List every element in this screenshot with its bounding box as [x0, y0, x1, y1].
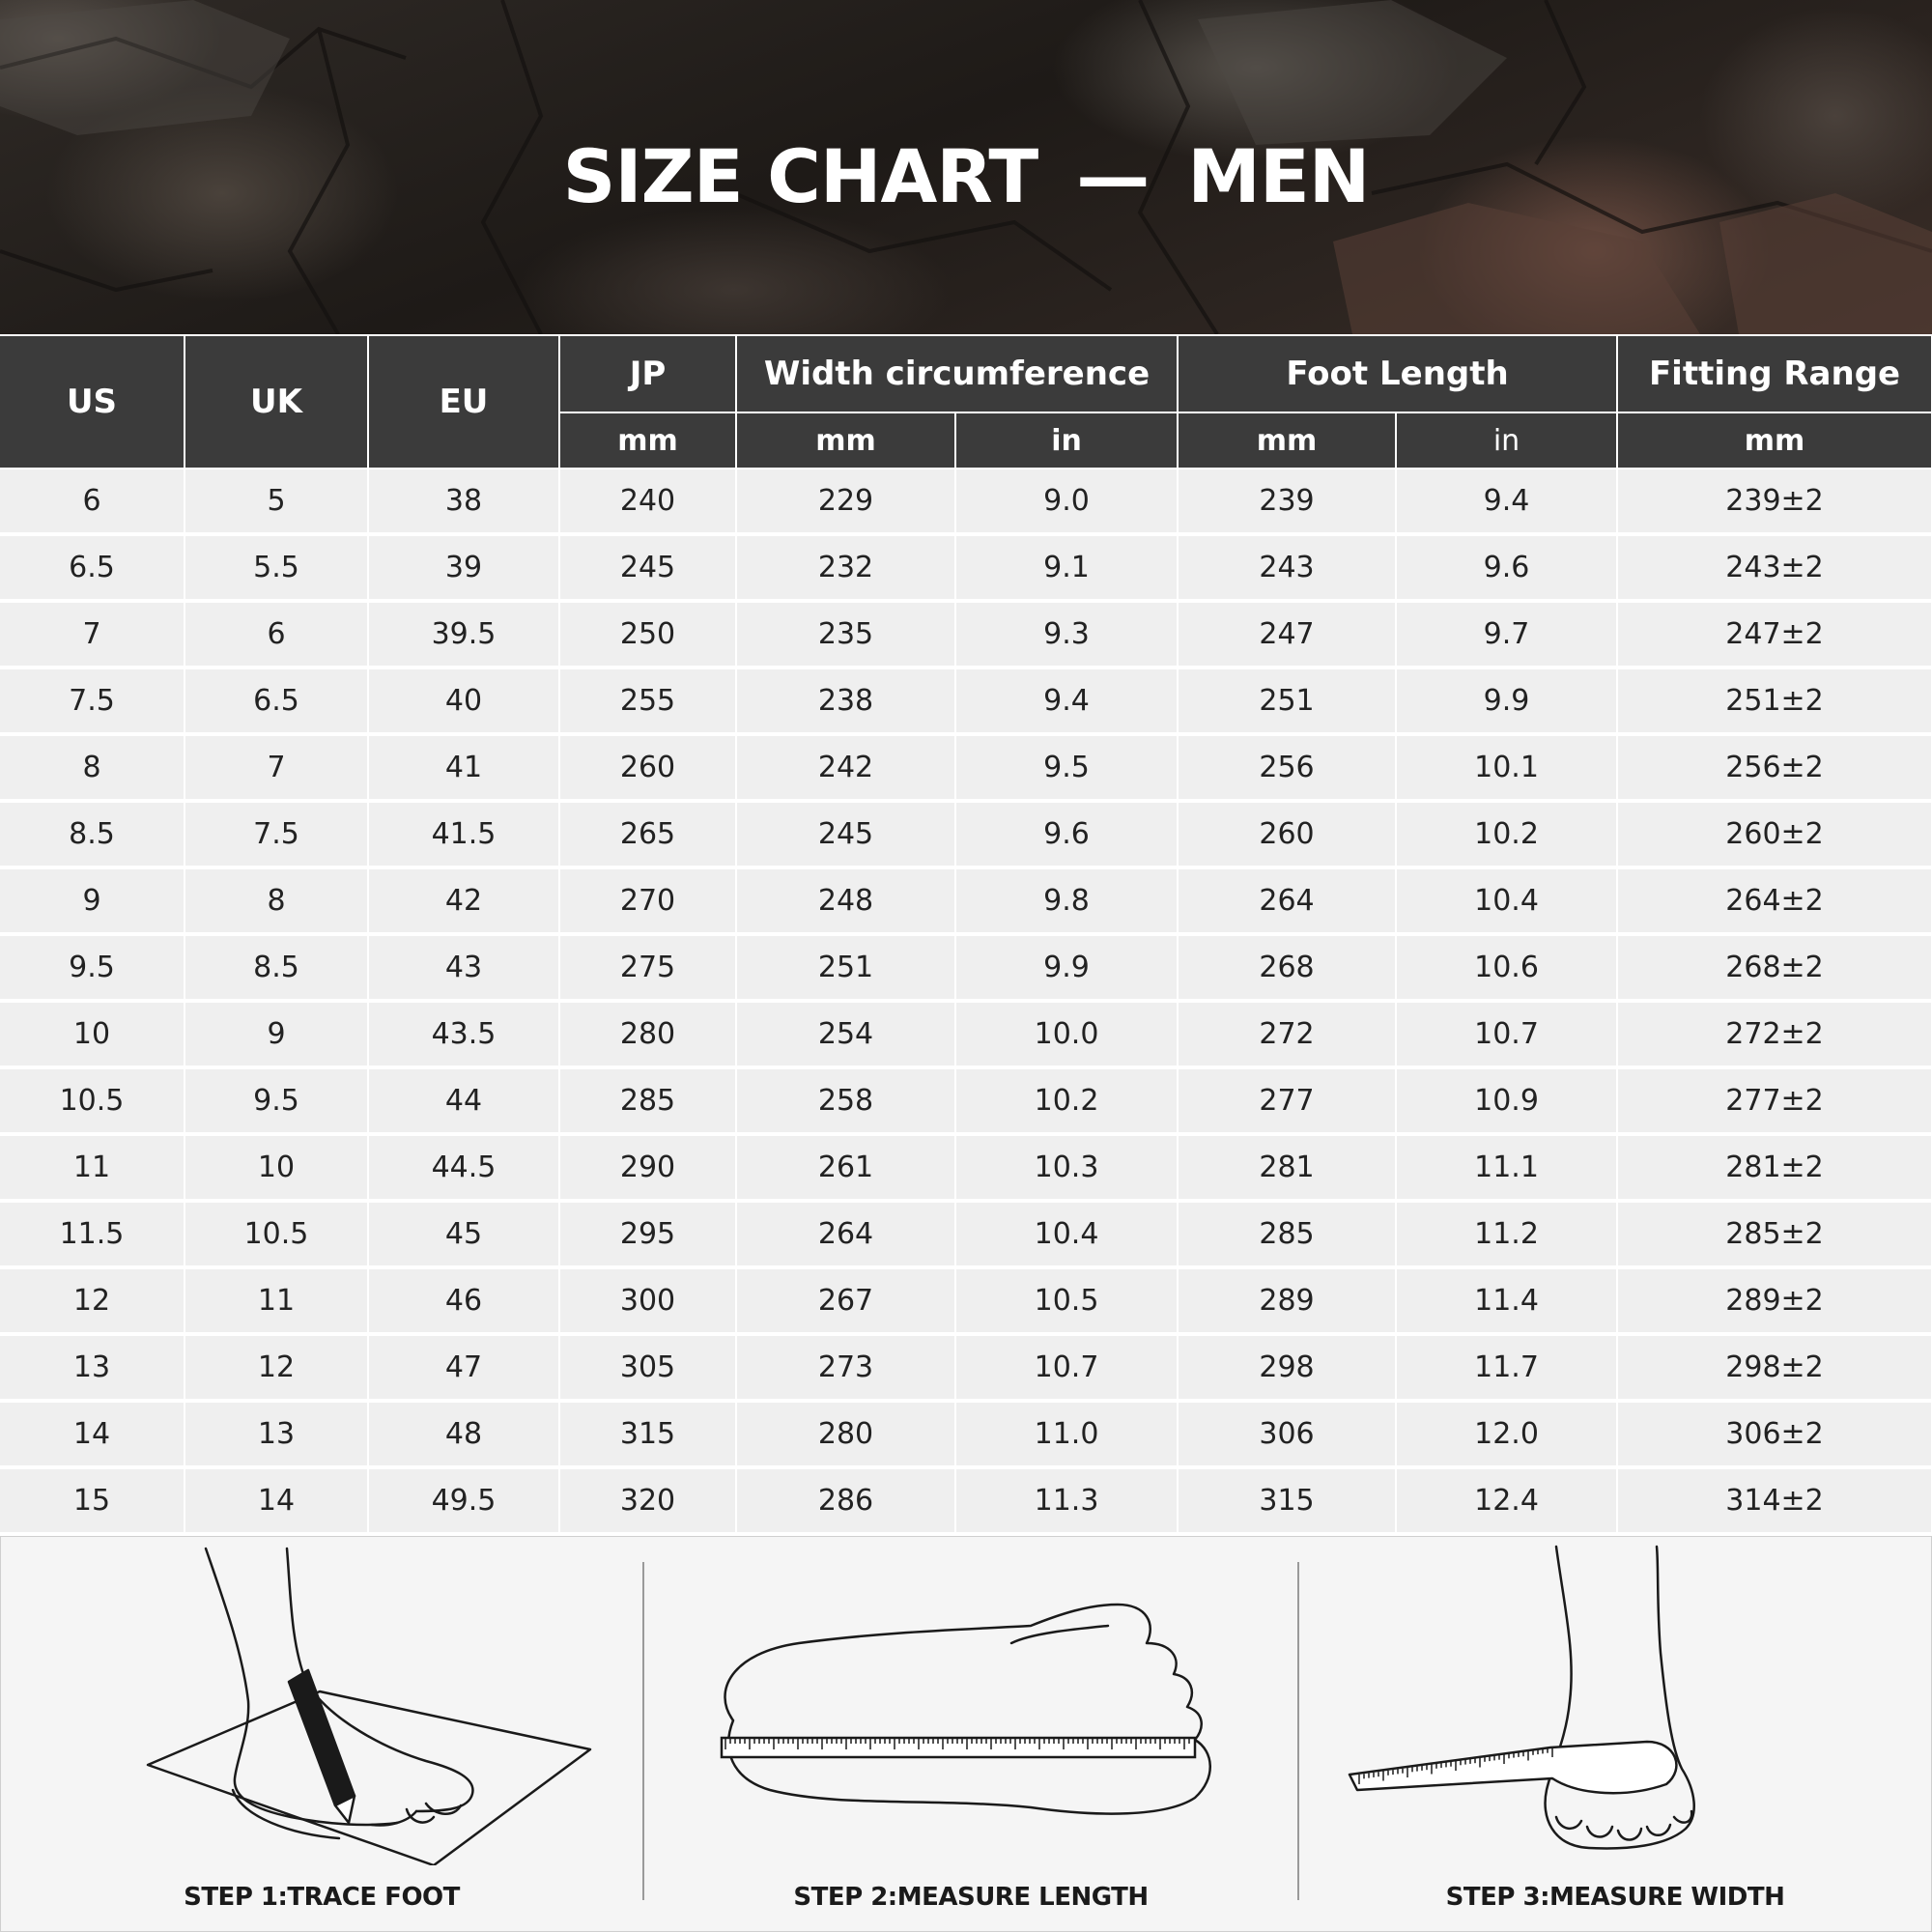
- measuring-steps-panel: [0, 1536, 1932, 1932]
- cell-us: 7.5: [0, 668, 185, 734]
- table-row: [0, 1267, 1932, 1334]
- cell-foot-mm: 260: [1178, 801, 1396, 867]
- header-width-circumference: Width circumference: [736, 335, 1178, 412]
- cell-eu: 39: [368, 534, 559, 601]
- cell-jp-mm: 295: [559, 1201, 736, 1267]
- cell-fitting-range: 251±2: [1617, 668, 1932, 734]
- cell-us: 8: [0, 734, 185, 801]
- cell-eu: 40: [368, 668, 559, 734]
- cell-uk: 7: [185, 734, 368, 801]
- cell-width-in: 10.4: [955, 1201, 1178, 1267]
- table-row: [0, 668, 1932, 734]
- cell-jp-mm: 280: [559, 1001, 736, 1067]
- page-title: [0, 133, 1932, 219]
- cell-jp-mm: 255: [559, 668, 736, 734]
- cell-foot-in: 9.6: [1396, 534, 1617, 601]
- cell-width-mm: 248: [736, 867, 955, 934]
- cell-foot-in: 9.4: [1396, 469, 1617, 534]
- cell-uk: 12: [185, 1334, 368, 1401]
- table-row: [0, 1334, 1932, 1401]
- cell-us: 9.5: [0, 934, 185, 1001]
- table-row: [0, 801, 1932, 867]
- size-table-body: [0, 469, 1932, 1534]
- cell-fitting-range: 243±2: [1617, 534, 1932, 601]
- cell-foot-mm: 251: [1178, 668, 1396, 734]
- cell-foot-mm: 272: [1178, 1001, 1396, 1067]
- step-measure-width: [1299, 1537, 1931, 1931]
- cell-foot-in: 10.6: [1396, 934, 1617, 1001]
- cell-width-mm: 261: [736, 1134, 955, 1201]
- cell-width-mm: 229: [736, 469, 955, 534]
- cell-width-in: 9.5: [955, 734, 1178, 801]
- cell-width-mm: 232: [736, 534, 955, 601]
- cell-fitting-range: 277±2: [1617, 1067, 1932, 1134]
- cell-uk: 13: [185, 1401, 368, 1467]
- cell-foot-in: 10.1: [1396, 734, 1617, 801]
- cell-fitting-range: 268±2: [1617, 934, 1932, 1001]
- cell-foot-mm: 289: [1178, 1267, 1396, 1334]
- cell-width-in: 9.0: [955, 469, 1178, 534]
- cell-us: 10: [0, 1001, 185, 1067]
- cell-width-in: 10.5: [955, 1267, 1178, 1334]
- cell-width-mm: 258: [736, 1067, 955, 1134]
- step2-label: STEP 2:MEASURE LENGTH: [793, 1883, 1149, 1912]
- cell-width-mm: 267: [736, 1267, 955, 1334]
- table-row: [0, 1134, 1932, 1201]
- measure-width-icon: [1299, 1537, 1931, 1865]
- cell-jp-mm: 320: [559, 1467, 736, 1534]
- cell-width-in: 11.0: [955, 1401, 1178, 1467]
- measure-length-icon: [644, 1537, 1297, 1865]
- cell-foot-mm: 285: [1178, 1201, 1396, 1267]
- cell-width-in: 10.3: [955, 1134, 1178, 1201]
- cell-width-in: 9.6: [955, 801, 1178, 867]
- cell-eu: 44.5: [368, 1134, 559, 1201]
- cell-foot-mm: 315: [1178, 1467, 1396, 1534]
- table-row: [0, 534, 1932, 601]
- cell-us: 11.5: [0, 1201, 185, 1267]
- cell-eu: 43.5: [368, 1001, 559, 1067]
- table-row: [0, 601, 1932, 668]
- cell-eu: 49.5: [368, 1467, 559, 1534]
- size-table-container: [0, 334, 1932, 1536]
- cell-us: 10.5: [0, 1067, 185, 1134]
- cell-eu: 45: [368, 1201, 559, 1267]
- cell-width-in: 10.2: [955, 1067, 1178, 1134]
- cell-width-in: 9.3: [955, 601, 1178, 668]
- cell-uk: 6: [185, 601, 368, 668]
- step3-label: STEP 3:MEASURE WIDTH: [1445, 1883, 1785, 1912]
- cell-width-in: 9.4: [955, 668, 1178, 734]
- cell-us: 6.5: [0, 534, 185, 601]
- cell-foot-in: 9.7: [1396, 601, 1617, 668]
- cell-fitting-range: 298±2: [1617, 1334, 1932, 1401]
- cell-width-mm: 242: [736, 734, 955, 801]
- cell-fitting-range: 314±2: [1617, 1467, 1932, 1534]
- cell-foot-mm: 268: [1178, 934, 1396, 1001]
- cell-width-mm: 273: [736, 1334, 955, 1401]
- title-dash: —: [1076, 133, 1150, 219]
- cell-width-mm: 280: [736, 1401, 955, 1467]
- cell-us: 8.5: [0, 801, 185, 867]
- table-row: [0, 1067, 1932, 1134]
- unit-foot-in: in: [1396, 412, 1617, 469]
- header-fitting-range: Fitting Range: [1617, 335, 1932, 412]
- cell-jp-mm: 270: [559, 867, 736, 934]
- header-us: US: [0, 335, 185, 469]
- cell-eu: 38: [368, 469, 559, 534]
- cell-foot-mm: 277: [1178, 1067, 1396, 1134]
- cell-uk: 5.5: [185, 534, 368, 601]
- cell-jp-mm: 240: [559, 469, 736, 534]
- cell-jp-mm: 300: [559, 1267, 736, 1334]
- cell-width-mm: 286: [736, 1467, 955, 1534]
- cell-width-in: 9.1: [955, 534, 1178, 601]
- unit-width-in: in: [955, 412, 1178, 469]
- cell-foot-in: 10.4: [1396, 867, 1617, 934]
- cell-width-mm: 264: [736, 1201, 955, 1267]
- unit-width-mm: mm: [736, 412, 955, 469]
- cell-foot-mm: 243: [1178, 534, 1396, 601]
- header-uk: UK: [185, 335, 368, 469]
- unit-jp-mm: mm: [559, 412, 736, 469]
- cell-foot-mm: 306: [1178, 1401, 1396, 1467]
- cell-fitting-range: 281±2: [1617, 1134, 1932, 1201]
- cell-us: 12: [0, 1267, 185, 1334]
- cell-width-in: 10.7: [955, 1334, 1178, 1401]
- size-table: [0, 334, 1932, 1536]
- cell-jp-mm: 265: [559, 801, 736, 867]
- cell-uk: 11: [185, 1267, 368, 1334]
- unit-fitting-mm: mm: [1617, 412, 1932, 469]
- cell-jp-mm: 285: [559, 1067, 736, 1134]
- cell-fitting-range: 239±2: [1617, 469, 1932, 534]
- cell-foot-mm: 239: [1178, 469, 1396, 534]
- cell-uk: 14: [185, 1467, 368, 1534]
- cell-us: 7: [0, 601, 185, 668]
- cell-jp-mm: 305: [559, 1334, 736, 1401]
- header-jp: JP: [559, 335, 736, 412]
- cell-foot-in: 11.7: [1396, 1334, 1617, 1401]
- cell-eu: 39.5: [368, 601, 559, 668]
- table-row: [0, 934, 1932, 1001]
- table-row: [0, 867, 1932, 934]
- cell-uk: 9: [185, 1001, 368, 1067]
- cell-jp-mm: 245: [559, 534, 736, 601]
- cell-fitting-range: 285±2: [1617, 1201, 1932, 1267]
- trace-foot-icon: [1, 1537, 642, 1865]
- table-row: [0, 469, 1932, 534]
- cell-foot-in: 11.4: [1396, 1267, 1617, 1334]
- cell-fitting-range: 247±2: [1617, 601, 1932, 668]
- cell-jp-mm: 250: [559, 601, 736, 668]
- cell-foot-mm: 256: [1178, 734, 1396, 801]
- table-row: [0, 1467, 1932, 1534]
- cell-uk: 8.5: [185, 934, 368, 1001]
- cell-fitting-range: 272±2: [1617, 1001, 1932, 1067]
- cell-eu: 47: [368, 1334, 559, 1401]
- header-eu: EU: [368, 335, 559, 469]
- cell-foot-in: 11.1: [1396, 1134, 1617, 1201]
- cell-uk: 10: [185, 1134, 368, 1201]
- table-row: [0, 1201, 1932, 1267]
- cell-width-in: 9.9: [955, 934, 1178, 1001]
- table-row: [0, 734, 1932, 801]
- step-trace-foot: [1, 1537, 642, 1931]
- step1-label: STEP 1:TRACE FOOT: [184, 1883, 460, 1912]
- cell-fitting-range: 260±2: [1617, 801, 1932, 867]
- cell-us: 9: [0, 867, 185, 934]
- cell-us: 11: [0, 1134, 185, 1201]
- cell-jp-mm: 290: [559, 1134, 736, 1201]
- cell-foot-in: 10.2: [1396, 801, 1617, 867]
- cell-eu: 44: [368, 1067, 559, 1134]
- cell-foot-in: 9.9: [1396, 668, 1617, 734]
- cell-jp-mm: 315: [559, 1401, 736, 1467]
- cell-fitting-range: 264±2: [1617, 867, 1932, 934]
- cell-width-mm: 245: [736, 801, 955, 867]
- cell-width-mm: 254: [736, 1001, 955, 1067]
- step-measure-length: [644, 1537, 1297, 1931]
- header-banner: [0, 0, 1932, 334]
- cell-width-in: 11.3: [955, 1467, 1178, 1534]
- cell-us: 14: [0, 1401, 185, 1467]
- cell-width-in: 9.8: [955, 867, 1178, 934]
- cell-foot-mm: 247: [1178, 601, 1396, 668]
- unit-foot-mm: mm: [1178, 412, 1396, 469]
- cell-width-mm: 235: [736, 601, 955, 668]
- cell-eu: 41: [368, 734, 559, 801]
- cell-foot-mm: 264: [1178, 867, 1396, 934]
- cell-fitting-range: 256±2: [1617, 734, 1932, 801]
- cell-foot-in: 11.2: [1396, 1201, 1617, 1267]
- cell-uk: 5: [185, 469, 368, 534]
- cell-uk: 8: [185, 867, 368, 934]
- cell-width-mm: 238: [736, 668, 955, 734]
- cell-width-in: 10.0: [955, 1001, 1178, 1067]
- table-row: [0, 1401, 1932, 1467]
- cell-foot-in: 10.9: [1396, 1067, 1617, 1134]
- title-size-chart: SIZE CHART: [562, 133, 1038, 219]
- cell-foot-mm: 298: [1178, 1334, 1396, 1401]
- cell-eu: 43: [368, 934, 559, 1001]
- cell-foot-mm: 281: [1178, 1134, 1396, 1201]
- cell-foot-in: 10.7: [1396, 1001, 1617, 1067]
- cell-uk: 7.5: [185, 801, 368, 867]
- cell-uk: 10.5: [185, 1201, 368, 1267]
- cell-uk: 6.5: [185, 668, 368, 734]
- cell-us: 15: [0, 1467, 185, 1534]
- cell-eu: 48: [368, 1401, 559, 1467]
- title-gender: MEN: [1187, 133, 1370, 219]
- cell-eu: 42: [368, 867, 559, 934]
- cell-eu: 46: [368, 1267, 559, 1334]
- header-foot-length: Foot Length: [1178, 335, 1617, 412]
- cell-jp-mm: 275: [559, 934, 736, 1001]
- cell-eu: 41.5: [368, 801, 559, 867]
- cell-us: 13: [0, 1334, 185, 1401]
- cell-fitting-range: 289±2: [1617, 1267, 1932, 1334]
- cell-foot-in: 12.4: [1396, 1467, 1617, 1534]
- cell-width-mm: 251: [736, 934, 955, 1001]
- cell-jp-mm: 260: [559, 734, 736, 801]
- cell-uk: 9.5: [185, 1067, 368, 1134]
- table-row: [0, 1001, 1932, 1067]
- cell-us: 6: [0, 469, 185, 534]
- cell-fitting-range: 306±2: [1617, 1401, 1932, 1467]
- cell-foot-in: 12.0: [1396, 1401, 1617, 1467]
